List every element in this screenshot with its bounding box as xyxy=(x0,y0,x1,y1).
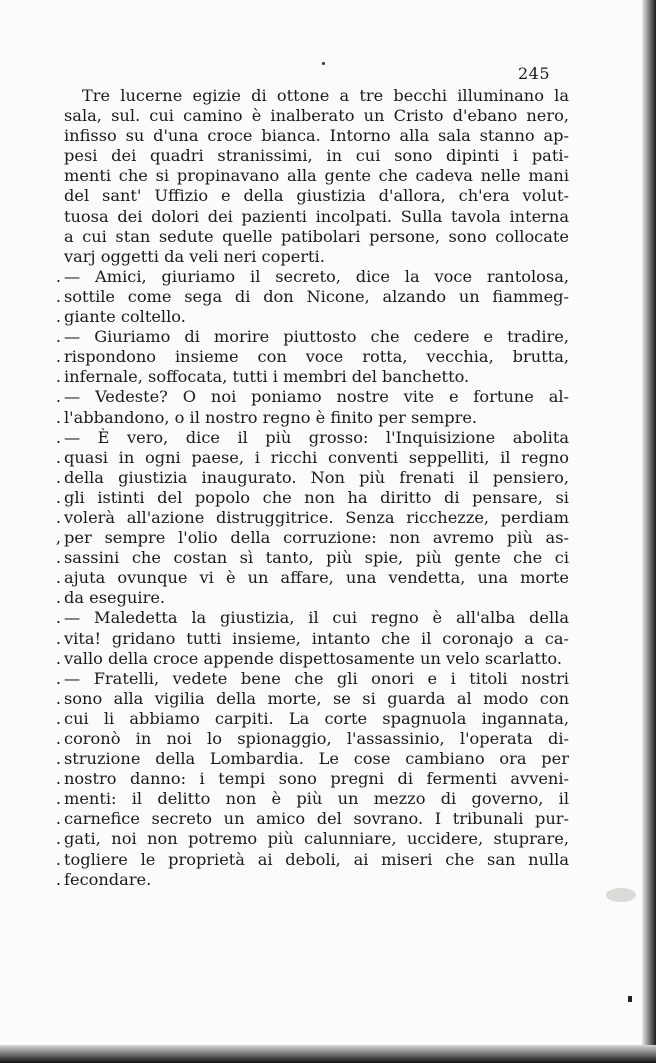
margin-mark: . xyxy=(55,266,61,286)
text-line xyxy=(24,729,572,749)
margin-mark: . xyxy=(55,507,61,527)
line-text: — Maledetta la giustizia, il cui regno è all'alba della xyxy=(64,608,569,628)
line-text: — Fratelli, vedete bene che gli onori e i titoli nostri xyxy=(64,668,569,688)
page-edge-bottom xyxy=(0,1045,656,1063)
margin-mark: . xyxy=(55,668,61,688)
text-line xyxy=(24,166,572,186)
margin-mark: . xyxy=(55,568,61,588)
line-text: varj oggetti da veli neri coperti. xyxy=(64,246,325,266)
margin-mark: . xyxy=(55,729,61,748)
line-text: — Vedeste? O noi poniamo nostre vite e fortune al- xyxy=(64,387,569,407)
line-text: — È vero, dice il più grosso: l'Inquisizione abolita xyxy=(64,427,569,447)
text-line xyxy=(24,488,572,508)
line-text: carnefice secreto un amico del sovrano. I tribunali pur- xyxy=(64,809,569,829)
line-text: vita! gridano tutti insieme, intanto che il coronajo a ca- xyxy=(64,628,569,648)
line-text: sala, sul. cui camino è inalberato un Cristo d'ebano nero, xyxy=(64,106,569,126)
margin-mark: . xyxy=(55,869,61,889)
line-text: giante coltello. xyxy=(64,307,186,327)
text-line xyxy=(24,629,572,649)
line-text: sono alla vigilia della morte, se si guarda al modo con xyxy=(64,688,569,708)
margin-mark: . xyxy=(55,769,61,789)
ink-speck xyxy=(322,62,325,65)
margin-mark: . xyxy=(55,789,61,809)
margin-mark: . xyxy=(55,307,61,327)
margin-mark: . xyxy=(55,467,61,487)
margin-mark: . xyxy=(55,688,61,708)
line-text: sassini che costan sì tanto, più spie, più gente che ci xyxy=(64,548,569,568)
line-text: struzione della Lombardia. Le cose cambiano ora per xyxy=(64,749,569,769)
margin-mark: . xyxy=(55,407,61,427)
margin-mark: . xyxy=(55,427,61,447)
line-text: l'abbandono, o il nostro regno è finito per sempre. xyxy=(64,407,478,427)
line-text: menti: il delitto non è più un mezzo di governo, il xyxy=(64,789,569,809)
paper-stain xyxy=(606,888,636,902)
text-line xyxy=(24,367,572,387)
line-text: nostro danno: i tempi sono pregni di fermenti avveni- xyxy=(64,769,569,789)
text-line xyxy=(24,247,572,267)
text-line xyxy=(24,86,572,106)
margin-mark: . xyxy=(55,447,61,467)
margin-mark: . xyxy=(55,347,61,367)
margin-mark: . xyxy=(55,628,61,648)
page-edge-right xyxy=(642,0,656,1063)
line-text: a cui stan sedute quelle patibolari persone, sono collocate xyxy=(64,226,569,246)
line-text: per sempre l'olio della corruzione: non avremo più as- xyxy=(64,528,569,548)
text-line xyxy=(24,508,572,528)
text-line xyxy=(24,568,572,588)
margin-mark: . xyxy=(55,849,61,869)
margin-mark: . xyxy=(55,588,61,608)
margin-mark: . xyxy=(55,648,61,668)
text-line xyxy=(24,829,572,849)
line-text: del sant' Uffizio e della giustizia d'allora, ch'era volut- xyxy=(64,186,569,206)
text-line xyxy=(24,870,572,890)
margin-mark: . xyxy=(55,327,61,347)
text-line xyxy=(24,468,572,488)
margin-mark: . xyxy=(55,367,61,387)
line-text: tuosa dei dolori dei pazienti incolpati. Sulla tavola interna xyxy=(64,206,569,226)
line-text: infernale, soffocata, tutti i membri del banchetto. xyxy=(64,367,470,387)
text-line xyxy=(24,146,572,166)
text-line xyxy=(24,287,572,307)
margin-mark: . xyxy=(55,548,61,568)
text-line xyxy=(24,548,572,568)
line-text: cui li abbiamo carpiti. La corte spagnuola ingannata, xyxy=(64,708,569,728)
line-text: ajuta ovunque vi è un affare, una vendetta, una morte xyxy=(64,568,569,588)
line-text: da eseguire. xyxy=(64,588,166,608)
line-text: vallo della croce appende dispettosamente un velo scarlatto. xyxy=(64,648,563,668)
line-text: della giustizia inaugurato. Non più frenati il pensiero, xyxy=(64,467,569,487)
margin-mark: . xyxy=(55,809,61,829)
line-text: quasi in ogni paese, i ricchi conventi seppelliti, il regno xyxy=(64,447,569,467)
line-text: volerà all'azione distruggitrice. Senza ricchezze, perdiam xyxy=(64,507,569,527)
line-text: — Giuriamo di morire piuttosto che cedere e tradire, xyxy=(64,327,569,347)
line-text: menti che si propinavano alla gente che cadeva nelle mani xyxy=(64,166,569,186)
text-line xyxy=(24,106,572,126)
body-text xyxy=(24,86,572,890)
text-line xyxy=(24,207,572,227)
text-line xyxy=(24,347,572,367)
text-line xyxy=(24,227,572,247)
line-text: rispondono insieme con voce rotta, vecchia, brutta, xyxy=(64,347,569,367)
margin-mark: . xyxy=(55,829,61,849)
ink-speck xyxy=(628,996,632,1002)
text-line xyxy=(24,850,572,870)
text-line xyxy=(24,588,572,608)
line-text: sottile come sega di don Nicone, alzando un fiammeg- xyxy=(64,286,569,306)
margin-mark: . xyxy=(55,286,61,306)
text-line xyxy=(24,126,572,146)
text-line xyxy=(24,669,572,689)
text-line xyxy=(24,267,572,287)
text-line xyxy=(24,769,572,789)
line-text: Tre lucerne egizie di ottone a tre becchi illuminano la xyxy=(82,86,569,105)
margin-mark: . xyxy=(55,708,61,728)
line-text: gati, noi non potremo più calunniare, uccidere, stuprare, xyxy=(64,829,569,849)
text-line xyxy=(24,387,572,407)
line-text: pesi dei quadri stranissimi, in cui sono dipinti i pati- xyxy=(64,146,569,166)
margin-mark: . xyxy=(55,487,61,507)
text-line xyxy=(24,709,572,729)
margin-mark: . xyxy=(55,749,61,769)
text-line xyxy=(24,649,572,669)
line-text: togliere le proprietà ai deboli, ai miseri che san nulla xyxy=(64,849,569,869)
line-text: — Amici, giuriamo il secreto, dice la voce rantolosa, xyxy=(64,266,569,286)
text-line xyxy=(24,809,572,829)
line-text: coronò in noi lo spionaggio, l'assassinio, l'operata di- xyxy=(64,729,569,748)
line-text: gli istinti del popolo che non ha diritto di pensare, si xyxy=(64,487,569,507)
text-line xyxy=(24,307,572,327)
line-text: infisso su d'una croce bianca. Intorno alla sala stanno ap- xyxy=(64,126,569,146)
text-line xyxy=(24,428,572,448)
text-line xyxy=(24,689,572,709)
page-number: 245 xyxy=(518,64,551,83)
text-line xyxy=(24,608,572,628)
line-text: fecondare. xyxy=(64,869,152,889)
text-line xyxy=(24,528,572,548)
text-line xyxy=(24,327,572,347)
margin-mark: . xyxy=(55,387,61,407)
text-line xyxy=(24,186,572,206)
margin-mark: , xyxy=(55,528,61,548)
text-line xyxy=(24,408,572,428)
margin-mark: . xyxy=(55,608,61,628)
text-line xyxy=(24,789,572,809)
text-line xyxy=(24,749,572,769)
text-line xyxy=(24,448,572,468)
